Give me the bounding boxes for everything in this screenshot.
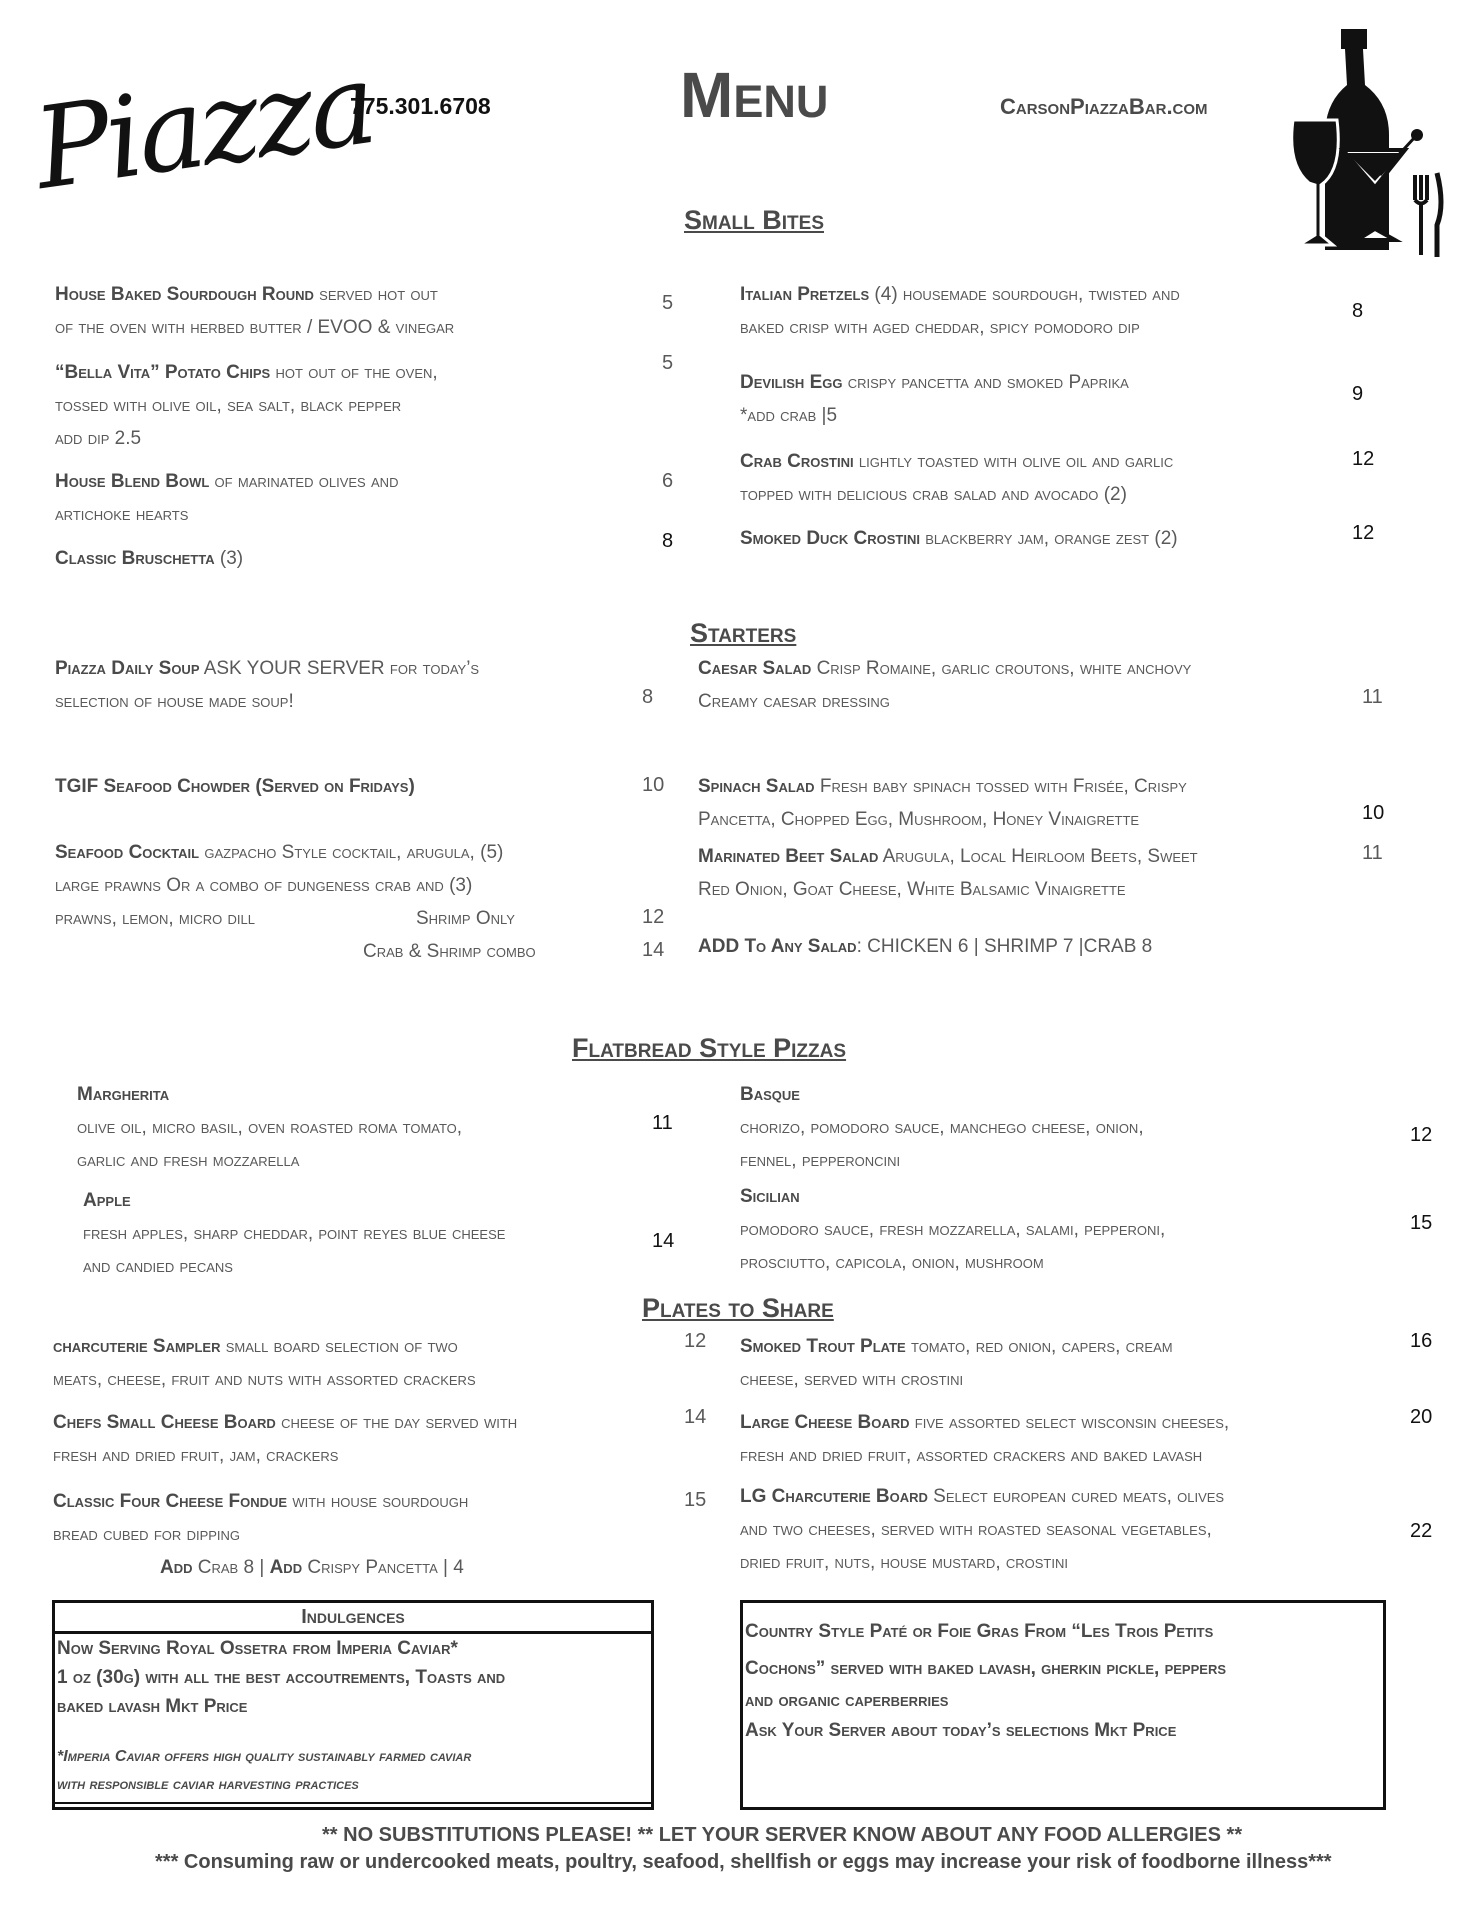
item-desc: tossed with olive oil, sea salt, black pepper [55,395,402,416]
menu-item [740,1330,1380,1396]
item-price: 5 [662,352,674,374]
item-name: House Baked Sourdough Round [55,284,314,305]
menu-item [740,366,1360,432]
addon-text: Crispy Pancetta | 4 [302,1557,464,1578]
item-desc: Crisp Romaine, garlic croutons, white anchovy [811,658,1192,679]
item-price: 15 [684,1489,707,1511]
item-name: Devilish Egg [740,372,843,393]
website: CarsonPiazzaBar.com [1000,94,1208,119]
addon-label: Add [269,1557,303,1578]
item-desc: *add crab |5 [740,405,838,426]
item-name: Sicilian [740,1186,800,1207]
item-name: Classic Bruschetta [55,548,215,569]
item-desc: add dip 2.5 [55,428,142,449]
menu-item [77,1078,637,1177]
item-desc: ASK YOUR SERVER for today’s [199,658,480,679]
item-price: 10 [1362,802,1385,824]
indulgences-box [52,1600,654,1810]
brand-logo [26,39,381,235]
item-price: 8 [642,686,654,708]
item-name: charcuterie Sampler [53,1336,221,1357]
item-name: Crab Crostini [740,451,854,472]
menu-item [740,1406,1380,1472]
section-starters: Starters [690,618,797,648]
item-name: Piazza Daily Soup [55,658,200,679]
menu-item [740,522,1360,555]
item-price: 5 [662,292,674,314]
item-desc: prawns, lemon, micro dill [55,908,255,929]
item-price: 12 [684,1330,707,1352]
menu-item [55,542,635,575]
footer-notice: ** NO SUBSTITUTIONS PLEASE! ** LET YOUR SERVER KNOW ABOUT ANY FOOD ALLERGIES ** [322,1824,1243,1846]
addon-label: ADD To Any Salad [698,936,857,957]
page-title: Menu [680,59,829,131]
pate-line: and organic caperberries [745,1690,949,1711]
item-price: 9 [1352,383,1364,405]
item-price: 14 [652,1230,675,1252]
item-price: 16 [1410,1330,1433,1352]
salad-addon [698,930,1358,963]
pate-line: Cochons” served with baked lavash, gherkin pickle, peppers [745,1658,1226,1679]
item-desc: blackberry jam, orange zest (2) [919,528,1178,549]
item-name: Italian Pretzels [740,284,870,305]
item-price: 8 [1352,300,1364,322]
item-name: Apple [83,1190,131,1211]
indulgences-line: Now Serving Royal Ossetra from Imperia Caviar* [57,1638,458,1659]
item-price: 8 [662,530,674,552]
indulgences-line: 1 oz (30g) with all the best accoutrements, Toasts and [57,1667,506,1688]
item-desc: tomato, red onion, capers, cream [905,1336,1173,1357]
item-desc: chorizo, pomodoro sauce, manchego cheese, onion, [740,1117,1144,1138]
item-desc: cheese of the day served with [275,1412,518,1433]
item-desc: fresh and dried fruit, jam, crackers [53,1445,339,1466]
item-name: Marinated Beet Salad [698,846,879,867]
item-name: LG Charcuterie Board [740,1486,928,1507]
item-desc: olive oil, micro basil, oven roasted roma tomato, [77,1117,463,1138]
item-desc: selection of house made soup! [55,691,294,712]
item-desc: pomodoro sauce, fresh mozzarella, salami, pepperoni, [740,1219,1166,1240]
item-name: Margherita [77,1084,170,1105]
item-desc: fresh apples, sharp cheddar, point reyes blue cheese [83,1223,506,1244]
menu-item [740,1078,1340,1177]
addon-label: Add [160,1557,193,1578]
item-desc: of the oven with herbed butter / EVOO & vinegar [55,317,455,338]
item-desc: Red Onion, Goat Cheese, White Balsamic Vinaigrette [698,879,1126,900]
item-desc: baked crisp with aged cheddar, spicy pomodoro dip [740,317,1140,338]
item-price: 11 [1362,686,1383,708]
item-desc: artichoke hearts [55,504,189,525]
menu-item [740,278,1360,344]
item-price: 20 [1410,1406,1433,1428]
pate-box [740,1600,1386,1810]
item-price: 11 [652,1112,673,1134]
section-small-bites: Small Bites [684,205,824,235]
item-desc: lightly toasted with olive oil and garlic [853,451,1174,472]
section-flatbreads: Flatbread Style Pizzas [572,1033,847,1063]
item-desc: and two cheeses, served with roasted seasonal vegetables, [740,1519,1212,1540]
phone-number: 775.301.6708 [350,93,491,119]
indulgences-note: *Imperia Caviar offers high quality sustainably farmed caviar [57,1748,472,1765]
item-desc: prosciutto, capicola, onion, mushroom [740,1252,1044,1273]
item-name: Seafood Cocktail [55,842,200,863]
item-price: 14 [642,939,665,961]
item-desc: gazpacho Style cocktail, arugula, (5) [199,842,504,863]
menu-item [83,1184,663,1283]
item-name: Smoked Duck Crostini [740,528,920,549]
item-name: TGIF Seafood Chowder (Served on Fridays) [55,776,415,797]
footer-warning: *** Consuming raw or undercooked meats, poultry, seafood, shellfish or eggs may increase your risk of foodborne illness*** [155,1851,1332,1873]
indulgences-heading: Indulgences [55,1603,651,1634]
item-price: 12 [1352,448,1375,470]
item-price: 11 [1362,842,1383,864]
menu-item [55,836,675,935]
menu-item [55,356,635,455]
item-name: Spinach Salad [698,776,815,797]
item-desc: of marinated olives and [209,471,399,492]
item-price: 12 [1352,522,1375,544]
item-name: “Bella Vita” Potato Chips [55,362,271,383]
item-desc: small board selection of two [220,1336,458,1357]
menu-item [53,1330,663,1396]
menu-item [698,770,1358,836]
indulgences-note: with responsible caviar harvesting practices [57,1776,359,1793]
pate-line: Ask Your Server about today’s selections Mkt Price [745,1720,1177,1741]
item-desc: topped with delicious crab salad and avocado (2) [740,484,1127,505]
item-desc: hot out of the oven, [270,362,438,383]
item-name: Basque [740,1084,800,1105]
item-desc: bread cubed for dipping [53,1524,241,1545]
item-price: 15 [1410,1212,1433,1234]
item-price: 12 [642,906,665,928]
item-desc: with house sourdough [287,1491,469,1512]
item-desc: fresh and dried fruit, assorted crackers and baked lavash [740,1445,1203,1466]
item-option: Crab & Shrimp combo [363,941,536,962]
item-desc: large prawns Or a combo of dungeness crab and (3) [55,875,473,896]
addon-text: Crab 8 | [192,1557,270,1578]
brand-logo-script: Piazza [26,39,381,215]
menu-item [55,465,635,531]
item-desc: and candied pecans [83,1256,233,1277]
menu-item [698,652,1358,718]
item-desc: Fresh baby spinach tossed with Frisée, Crispy [814,776,1187,797]
section-plates-to-share: Plates to Share [642,1293,834,1323]
menu-item [740,445,1360,511]
item-option: Shrimp Only [416,908,515,929]
item-name: Classic Four Cheese Fondue [53,1491,288,1512]
menu-item [55,770,655,803]
menu-item [740,1480,1400,1579]
item-desc: (4) housemade sourdough, twisted and [869,284,1180,305]
fondue-addons [160,1551,464,1584]
item-desc: Creamy caesar dressing [698,691,890,712]
item-desc: dried fruit, nuts, house mustard, crostini [740,1552,1068,1573]
item-price: 12 [1410,1124,1433,1146]
menu-item [55,652,655,718]
indulgences-line: baked lavash Mkt Price [57,1696,248,1717]
item-desc: Arugula, Local Heirloom Beets, Sweet [878,846,1198,867]
item-desc: five assorted select wisconsin cheeses, [909,1412,1230,1433]
item-desc: (3) [214,548,244,569]
menu-item [53,1485,663,1551]
item-desc: Pancetta, Chopped Egg, Mushroom, Honey Vinaigrette [698,809,1140,830]
item-desc: meats, cheese, fruit and nuts with assorted crackers [53,1369,476,1390]
item-desc: Select european cured meats, olives [927,1486,1225,1507]
menu-item [698,840,1358,906]
item-price: 14 [684,1406,707,1428]
item-price: 10 [642,774,665,796]
item-price: 6 [662,470,674,492]
item-name: House Blend Bowl [55,471,210,492]
item-price: 22 [1410,1520,1433,1542]
item-desc: served hot out [313,284,438,305]
pate-line: Country Style Paté or Foie Gras From “Les Trois Petits [745,1621,1214,1642]
item-desc: garlic and fresh mozzarella [77,1150,300,1171]
item-desc: fennel, pepperoncini [740,1150,901,1171]
item-desc: crispy pancetta and smoked Paprika [842,372,1129,393]
menu-item [53,1406,663,1472]
item-name: Smoked Trout Plate [740,1336,906,1357]
item-name: Chefs Small Cheese Board [53,1412,276,1433]
wine-glasses-icon [1285,25,1445,265]
menu-item [740,1180,1340,1279]
menu-item [55,278,635,344]
item-desc: cheese, served with crostini [740,1369,964,1390]
item-name: Large Cheese Board [740,1412,910,1433]
item-name: Caesar Salad [698,658,812,679]
addon-text: : CHICKEN 6 | SHRIMP 7 |CRAB 8 [856,936,1153,957]
